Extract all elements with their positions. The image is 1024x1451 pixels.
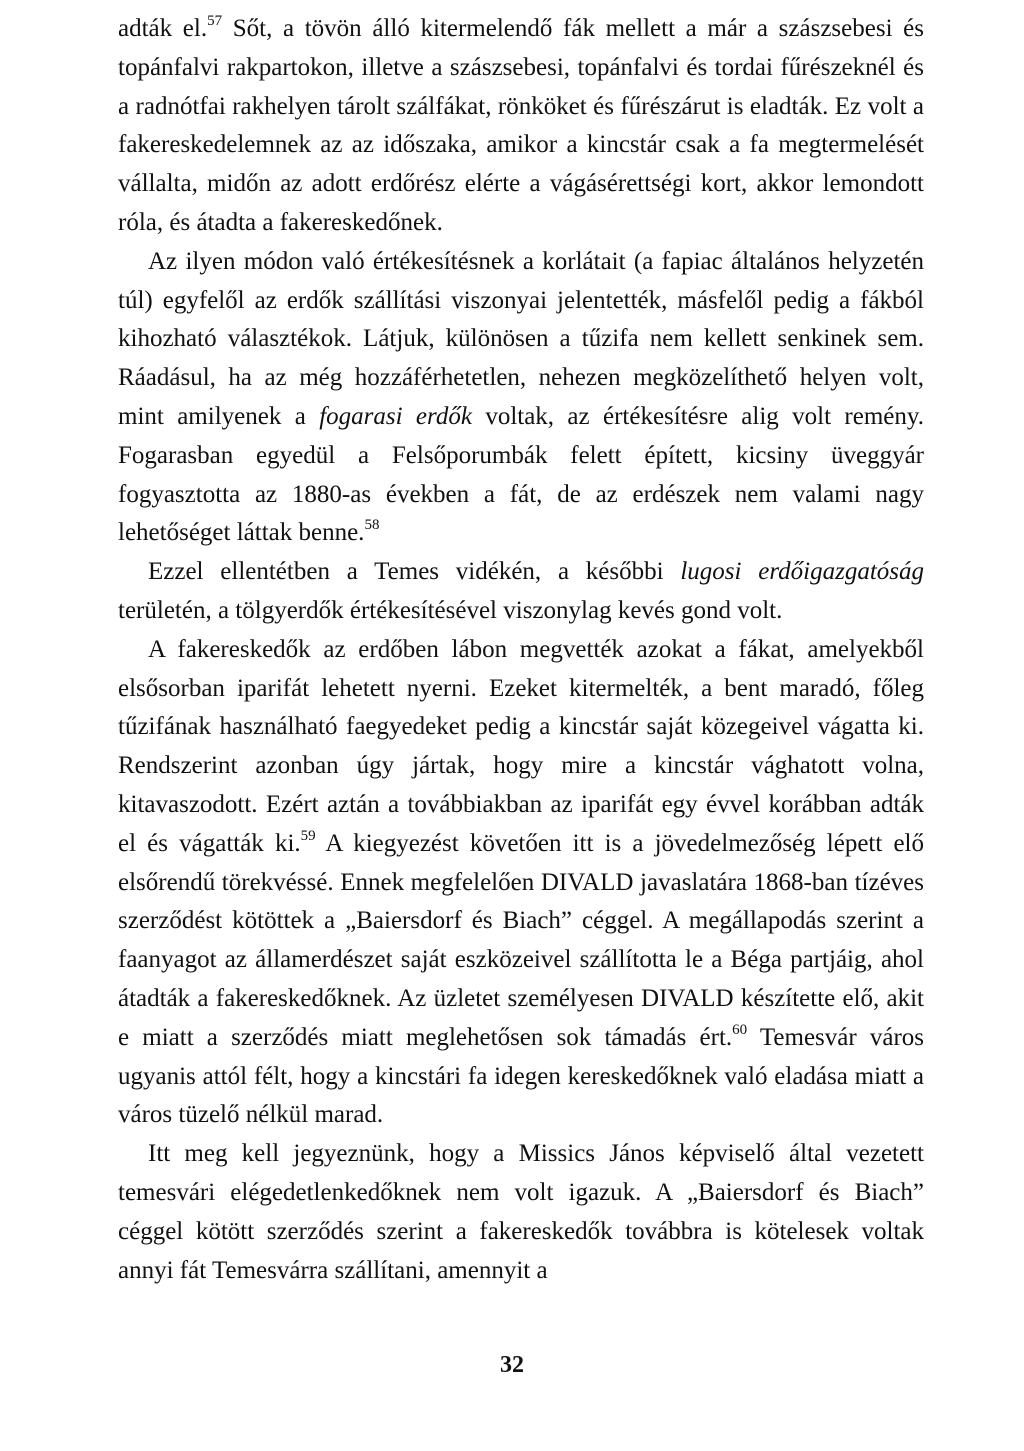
italic-term: lugosi erdőigazgatóság	[680, 558, 924, 586]
footnote-ref: 60	[732, 1021, 748, 1038]
text-run: Itt meg kell jegyeznünk, hogy a Missics János képviselő által vezetett temesvári elégedetlenkedőknek nem volt igazuk. A „Baiersdorf és Biach” céggel kötött szerződés szerint a fakereskedők továbbra is kötelesek voltak annyi fát Temesvárra szállítani, amennyit a	[118, 1140, 924, 1284]
paragraph	[118, 243, 924, 553]
footnote-ref: 59	[300, 827, 316, 844]
text-run: Az ilyen módon való értékesítésnek a korlátait (a fapiac általános helyzetén túl) egyfelől az erdők szállítási viszonyai jelentették, másfelől pedig a fákból kihozható választékok. Látjuk, különösen a tűzifa nem kellett senkinek sem. Ráadásul, ha az még hozzáférhetetlen, nehezen megközelíthető helyen volt, mint amilyenek a	[118, 247, 924, 430]
paragraph	[118, 1135, 924, 1290]
footnote-ref: 58	[364, 517, 380, 534]
text-run: A fakereskedők az erdőben lábon megvették azokat a fákat, amelyekből elsősorban iparifát lehetett nyerni. Ezeket kitermelték, a bent maradó, főleg tűzifának használható faegyedeket pedig a kincstár saját közegeivel vágatta ki. Rendszerint azonban úgy jártak, hogy mire a kincstár vághatott volna, kitavaszodott. Ezért aztán a továbbiakban az iparifát egy évvel korábban adták el és vágatták ki.	[118, 635, 924, 857]
paragraph	[118, 553, 924, 631]
text-run: voltak, az értékesítésre alig volt remény. Fogarasban egyedül a Felsőporumbák felett épített, kicsiny üveggyár fogyasztotta az 1880-as években a fát, de az erdészek nem valami nagy lehetőséget láttak benne.	[118, 402, 925, 547]
footnote-ref: 57	[207, 13, 223, 29]
text-run: Sőt, a tövön álló kitermelendő fák mellett a már a szászsebesi és topánfalvi rakpartokon, illetve a szászsebesi, topánfalvi és tordai fűrészeknél és a radnótfai rakhelyen tárolt szálfákat, rönköket és fűrészárut is eladták. Ez volt a fakereskedelemnek az az időszaka, amikor a kincstár csak a fa megtermelését vállalta, midőn az adott erdőrész elérte a vágásérettségi kort, akkor lemondott róla, és átadta a fakereskedőnek.	[118, 15, 924, 236]
text-run: adták el.	[118, 15, 208, 42]
text-run: A kiegyezést követően itt is a jövedelmezőség lépett elő elsőrendű törekvéssé. Ennek megfelelően DIVALD javaslatára 1868-ban tízéves szerződést kötöttek a „Baiersdorf és Biach” céggel. A megállapodás szerint a faanyagot az államerdészet saját eszközeivel szállította le a Béga partjáig, ahol átadták a fakereskedőknek. Az üzletet személyesen DIVALD készítette elő, akit e miatt a szerződés miatt meglehetősen sok támadás ért.	[118, 829, 924, 1051]
page-number: 32	[500, 1352, 524, 1378]
body-text	[118, 10, 924, 1290]
paragraph	[118, 10, 924, 243]
text-run: Ezzel ellentétben a Temes vidékén, a későbbi	[148, 558, 681, 586]
paragraph	[118, 631, 924, 1135]
text-run: Temesvár város ugyanis attól félt, hogy a kincstári fa idegen kereskedőknek való eladása miatt a város tüzelő nélkül marad.	[118, 1023, 925, 1129]
italic-term: fogarasi erdők	[319, 402, 472, 430]
text-run: területén, a tölgyerdők értékesítésével viszonylag kevés gond volt.	[118, 596, 783, 624]
